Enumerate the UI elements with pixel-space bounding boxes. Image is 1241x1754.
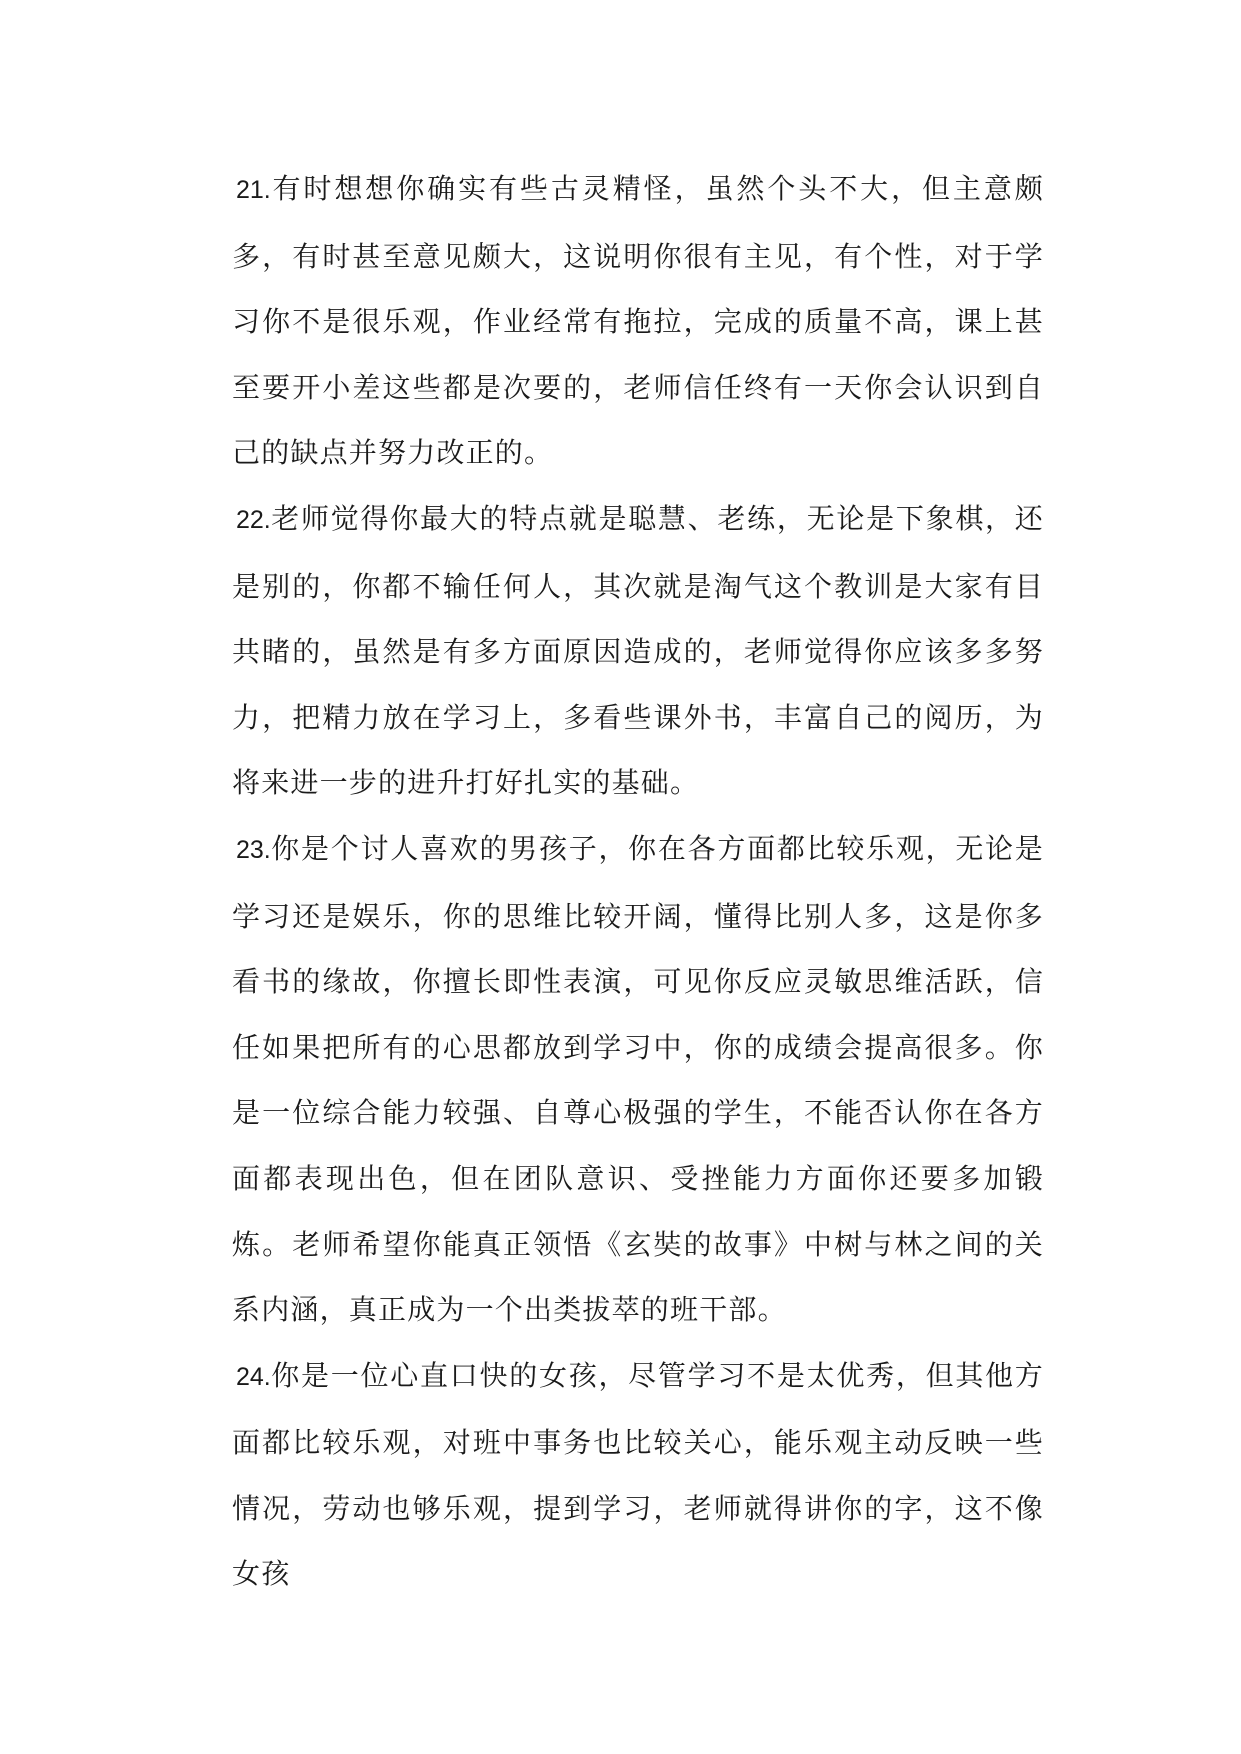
paragraph-23 — [232, 816, 1044, 1343]
paragraph-text: 有时想想你确实有些古灵精怪，虽然个头不大，但主意颇多，有时甚至意见颇大，这说明你很有主见，有个性，对于学习你不是很乐观，作业经常有拖拉，完成的质量不高，课上甚至要开小差这些都是次要的，老师信任终有一天你会认识到自己的缺点并努力改正的。 — [232, 172, 1044, 470]
paragraph-number: 22. — [236, 505, 271, 534]
paragraph-text: 你是一位心直口快的女孩，尽管学习不是太优秀，但其他方面都比较乐观，对班中事务也比较关心，能乐观主动反映一些情况，劳动也够乐观，提到学习，老师就得讲你的字，这不像女孩 — [232, 1358, 1044, 1591]
paragraph-24 — [232, 1343, 1044, 1607]
paragraph-text: 老师觉得你最大的特点就是聪慧、老练，无论是下象棋，还是别的，你都不输任何人，其次就是淘气这个教训是大家有目共睹的，虽然是有多方面原因造成的，老师觉得你应该多多努力，把精力放在学习上，多看些课外书，丰富自己的阅历，为将来进一步的进升打好扎实的基础。 — [232, 501, 1044, 800]
paragraph-22 — [232, 486, 1044, 816]
paragraph-text: 你是个讨人喜欢的男孩子，你在各方面都比较乐观，无论是学习还是娱乐，你的思维比较开阔，懂得比别人多，这是你多看书的缘故，你擅长即性表演，可见你反应灵敏思维活跃，信任如果把所有的心思都放到学习中，你的成绩会提高很多。你是一位综合能力较强、自尊心极强的学生，不能否认你在各方面都表现出色，但在团队意识、受挫能力方面你还要多加锻炼。老师希望你能真正领悟《玄奘的故事》中树与林之间的关系内涵，真正成为一个出类拔萃的班干部。 — [232, 831, 1044, 1327]
document-body — [232, 156, 1044, 1607]
paragraph-number: 21. — [236, 176, 271, 204]
paragraph-number: 24. — [236, 1362, 271, 1391]
paragraph-21 — [232, 156, 1044, 486]
paragraph-number: 23. — [236, 835, 271, 864]
